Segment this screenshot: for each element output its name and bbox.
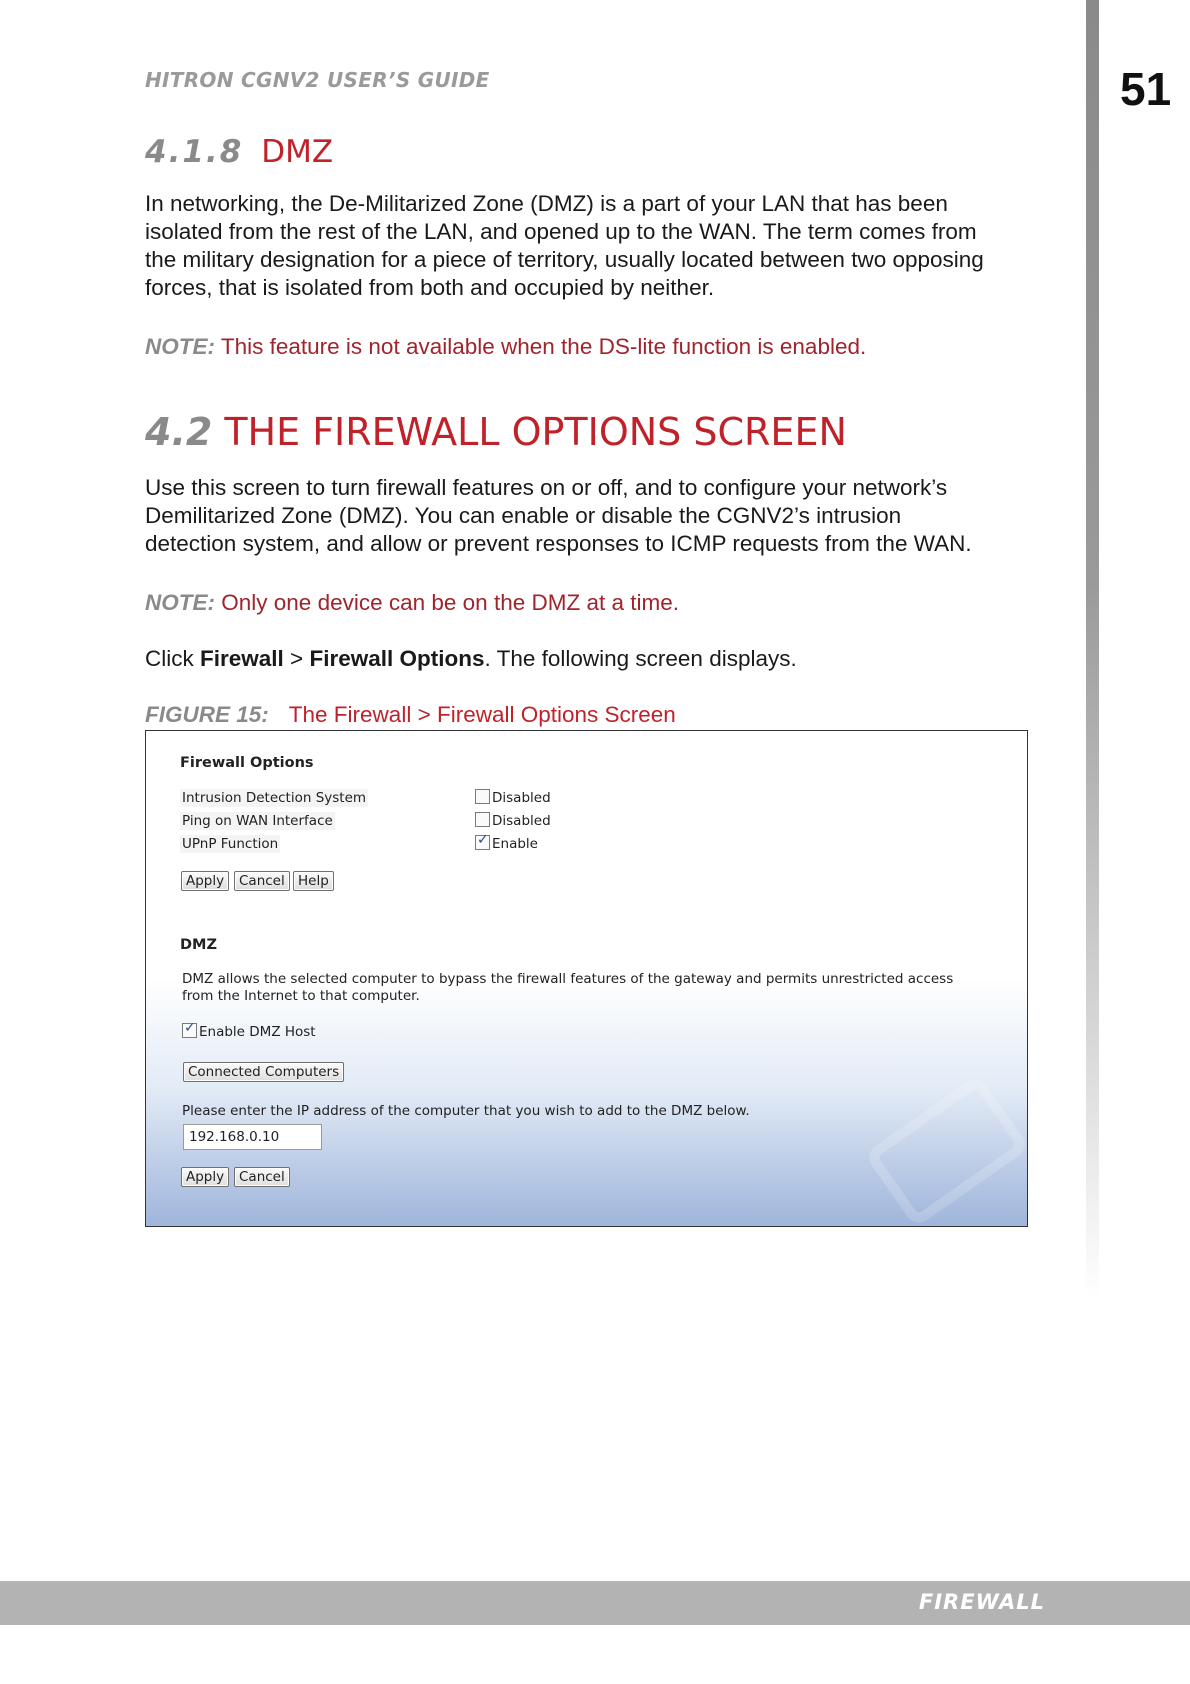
paragraph-line: forces, that is isolated from both and occupied by neither. [145, 275, 715, 300]
dmz-ip-input[interactable]: 192.168.0.10 [183, 1124, 322, 1150]
section-42-title: THE FIREWALL OPTIONS SCREEN [224, 410, 847, 454]
paragraph-line: the military designation for a piece of territory, usually located between two opposing [145, 247, 984, 272]
paragraph-line: In networking, the De-Militarized Zone (DMZ) is a part of your LAN that has been [145, 191, 948, 216]
paragraph-line: isolated from the rest of the LAN, and opened up to the WAN. The term comes from [145, 219, 977, 244]
menu-firewall: Firewall [200, 646, 284, 671]
section-418-paragraph [145, 190, 1045, 302]
apply-button[interactable]: Apply [181, 871, 229, 891]
running-head: HITRON CGNV2 USER’S GUIDE [145, 68, 490, 92]
section-418-note [145, 334, 866, 360]
note-label: NOTE: [145, 334, 215, 359]
side-gradient-bar [1086, 0, 1099, 1300]
click-prefix: Click [145, 646, 200, 671]
section-418-heading [145, 134, 333, 170]
enable-dmz-checkbox[interactable] [182, 1023, 197, 1038]
section-42-heading [145, 410, 847, 454]
intrusion-checkbox[interactable] [475, 789, 490, 804]
section-42-paragraph [145, 474, 1045, 558]
firewall-options-screenshot [145, 730, 1028, 1227]
figure-label: FIGURE 15: [145, 702, 269, 727]
menu-firewall-options: Firewall Options [309, 646, 485, 671]
enable-dmz-label: Enable DMZ Host [199, 1024, 316, 1040]
note-text: This feature is not available when the DS-lite function is enabled. [220, 334, 867, 359]
apply-button-dmz[interactable]: Apply [181, 1167, 229, 1187]
ping-checkbox[interactable] [475, 812, 490, 827]
ping-value: Disabled [492, 813, 551, 829]
note-label: NOTE: [145, 590, 215, 615]
menu-separator: > [283, 646, 310, 671]
footer-bar [0, 1581, 1190, 1625]
paragraph-line: Demilitarized Zone (DMZ). You can enable or disable the CGNV2’s intrusion [145, 503, 902, 528]
section-42-note [145, 590, 679, 616]
dmz-description-line-1: DMZ allows the selected computer to bypass the firewall features of the gateway and permits unrestricted access [182, 971, 954, 987]
upnp-value: Enable [492, 836, 538, 852]
intrusion-checkbox-group[interactable] [475, 789, 551, 806]
figure-caption-text: The Firewall > Firewall Options Screen [288, 702, 676, 727]
help-button[interactable]: Help [293, 871, 334, 891]
row-label-ping: Ping on WAN Interface [182, 813, 333, 829]
click-instruction [145, 645, 1045, 673]
paragraph-line: detection system, and allow or prevent responses to ICMP requests from the WAN. [145, 531, 972, 556]
dmz-title: DMZ [180, 937, 217, 953]
upnp-checkbox[interactable] [475, 835, 490, 850]
enable-dmz-group[interactable] [182, 1023, 316, 1040]
note-text: Only one device can be on the DMZ at a time. [221, 590, 679, 615]
ping-checkbox-group[interactable] [475, 812, 551, 829]
row-label-intrusion: Intrusion Detection System [182, 790, 367, 806]
paragraph-line: Use this screen to turn firewall features on or off, and to configure your network’s [145, 475, 948, 500]
section-418-number: 4.1.8 [145, 134, 244, 170]
connected-computers-button[interactable]: Connected Computers [183, 1062, 344, 1082]
click-suffix: . The following screen displays. [484, 646, 797, 671]
row-label-upnp: UPnP Function [182, 836, 279, 852]
firewall-options-title: Firewall Options [180, 755, 314, 771]
dmz-description-line-2: from the Internet to that computer. [182, 988, 420, 1004]
figure-caption [145, 702, 676, 728]
section-418-title: DMZ [261, 134, 334, 170]
section-42-number: 4.2 [145, 410, 213, 454]
upnp-checkbox-group[interactable] [475, 835, 538, 852]
page-number: 51 [1120, 63, 1172, 115]
cancel-button-dmz[interactable]: Cancel [234, 1167, 290, 1187]
cancel-button[interactable]: Cancel [234, 871, 290, 891]
footer-chapter-label: FIREWALL [918, 1590, 1045, 1614]
ip-prompt: Please enter the IP address of the computer that you wish to add to the DMZ below. [182, 1103, 750, 1119]
intrusion-value: Disabled [492, 790, 551, 806]
watermark-logo [864, 1074, 1028, 1227]
